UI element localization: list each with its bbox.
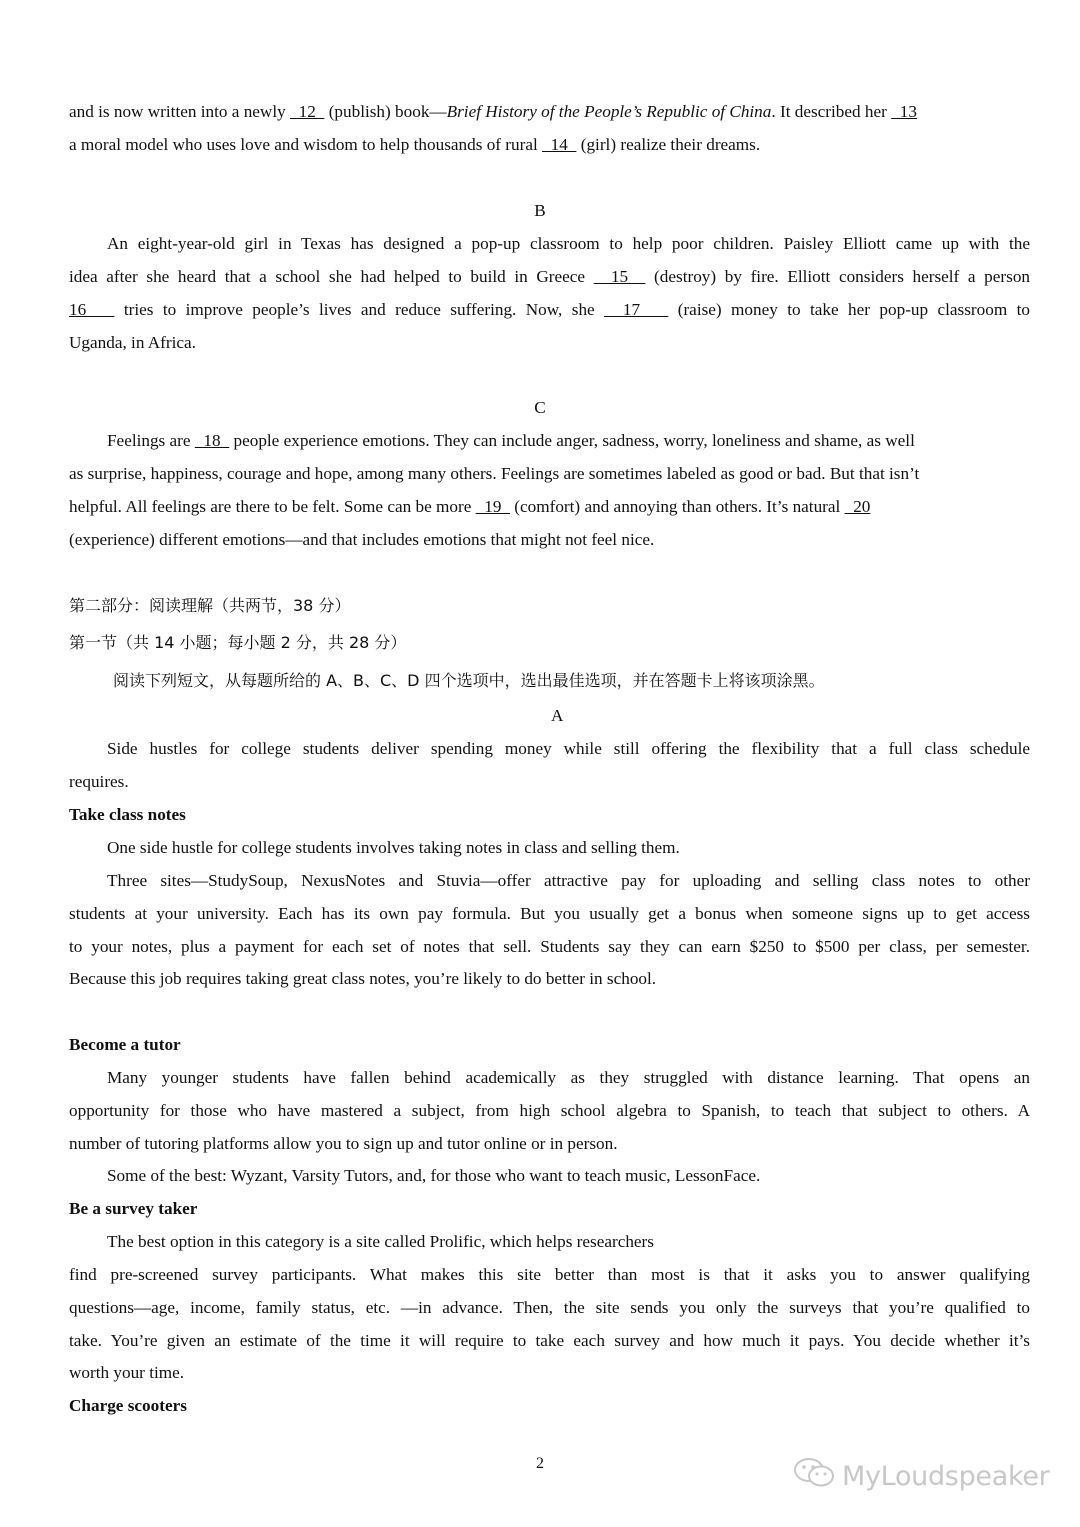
- text-line: as surprise, happiness, courage and hope, among many others. Feelings are sometimes labeled as good or bad. But that isn’t: [69, 464, 920, 483]
- subheading-be-a-survey-taker: Be a survey taker: [69, 1199, 198, 1218]
- subheading-charge-scooters: Charge scooters: [69, 1396, 187, 1415]
- text-line: [69, 299, 1030, 321]
- part-heading: 第二部分：阅读理解（共两节，38 分）: [69, 596, 351, 615]
- text-line: requires.: [69, 772, 129, 791]
- text-line: [69, 266, 1030, 288]
- text-line: [69, 101, 1030, 123]
- text-line: Because this job requires taking great class notes, you’re likely to do better in school.: [69, 969, 657, 988]
- text: people experience emotions. They can include anger, sadness, worry, loneliness and shame, as well: [229, 431, 915, 450]
- text: . It described her: [771, 102, 892, 121]
- text-line: Side hustles for college students deliver spending money while still offering the flexibility that a full class schedule: [107, 739, 1030, 758]
- book-title: Brief History of the People’s Republic of China: [446, 102, 772, 121]
- text-line: (experience) different emotions—and that includes emotions that might not feel nice.: [69, 530, 655, 549]
- blank-14: 14: [542, 135, 577, 154]
- text: tries to improve people’s lives and reduce suffering. Now, she: [114, 300, 605, 319]
- text-line: students at your university. Each has its own pay formula. But you usually get a bonus when someone signs up to get access: [69, 904, 1030, 923]
- text-line: [69, 496, 1030, 518]
- blank-13: 13: [891, 102, 917, 121]
- text-line: to your notes, plus a payment for each set of notes that sell. Students say they can earn $250 to $500 per class, per semester.: [69, 937, 1030, 956]
- subheading-become-a-tutor: Become a tutor: [69, 1035, 181, 1054]
- text: (destroy) by fire. Elliott considers herself a person: [645, 267, 1031, 286]
- text: (publish) book—: [324, 102, 447, 121]
- text-line: An eight-year-old girl in Texas has designed a pop-up classroom to help poor children. Paisley Elliott came up with the: [107, 234, 1030, 253]
- text: idea after she heard that a school she had helped to build in Greece: [69, 267, 594, 286]
- text-line: [69, 430, 1030, 452]
- text-line: worth your time.: [69, 1363, 185, 1382]
- text: helpful. All feelings are there to be felt. Some can be more: [69, 497, 476, 516]
- text-line: find pre-screened survey participants. What makes this site better than most is that it asks you to answer qualifying: [69, 1265, 1030, 1284]
- instructions: 阅读下列短文，从每题所给的 A、B、C、D 四个选项中，选出最佳选项，并在答题卡上将该项涂黑。: [113, 671, 825, 690]
- blank-15: 15: [593, 267, 646, 286]
- blank-12: 12: [290, 102, 325, 121]
- text: (raise) money to take her pop-up classroom to: [668, 300, 1030, 319]
- text-line: One side hustle for college students involves taking notes in class and selling them.: [107, 838, 680, 857]
- section-heading-c: C: [534, 398, 546, 417]
- page-number: 2: [536, 1455, 544, 1472]
- text: a moral model who uses love and wisdom to help thousands of rural: [69, 135, 543, 154]
- text: Feelings are: [107, 431, 195, 450]
- text-line: take. You’re given an estimate of the time it will require to take each survey and how much it pays. You decide whether it’s: [69, 1331, 1030, 1350]
- text-line: number of tutoring platforms allow you to sign up and tutor online or in person.: [69, 1134, 618, 1153]
- text-line: Three sites—StudySoup, NexusNotes and Stuvia—offer attractive pay for uploading and selling class notes to other: [107, 871, 1030, 890]
- wechat-icon: [792, 1457, 842, 1496]
- watermark-text: MyLoudspeaker: [842, 1460, 1050, 1492]
- blank-16: 16: [69, 300, 115, 319]
- watermark: [792, 1460, 1049, 1492]
- text: (comfort) and annoying than others. It’s natural: [510, 497, 845, 516]
- blank-18: 18: [194, 431, 230, 450]
- text-line: Some of the best: Wyzant, Varsity Tutors, and, for those who want to teach music, LessonFace.: [107, 1166, 761, 1185]
- text-line: Many younger students have fallen behind academically as they struggled with distance learning. That opens an: [107, 1068, 1030, 1087]
- passage-heading-a: A: [551, 706, 564, 725]
- subheading-take-class-notes: Take class notes: [69, 805, 186, 824]
- blank-20: 20: [844, 497, 871, 516]
- blank-19: 19: [475, 497, 510, 516]
- text: and is now written into a newly: [69, 102, 291, 121]
- text-line: Uganda, in Africa.: [69, 333, 196, 352]
- text-line: opportunity for those who have mastered a subject, from high school algebra to Spanish, to teach that subject to others. A: [69, 1101, 1030, 1120]
- text-line: The best option in this category is a site called Prolific, which helps researchers: [107, 1232, 654, 1251]
- section-heading-b: B: [534, 201, 546, 220]
- text-line: questions—age, income, family status, etc. —in advance. Then, the site sends you only the surveys that you’re qualified to: [69, 1298, 1030, 1317]
- section-heading: 第一节（共 14 小题；每小题 2 分，共 28 分）: [69, 633, 407, 652]
- blank-17: 17: [604, 300, 669, 319]
- text: (girl) realize their dreams.: [576, 135, 761, 154]
- text-line: [69, 134, 1030, 156]
